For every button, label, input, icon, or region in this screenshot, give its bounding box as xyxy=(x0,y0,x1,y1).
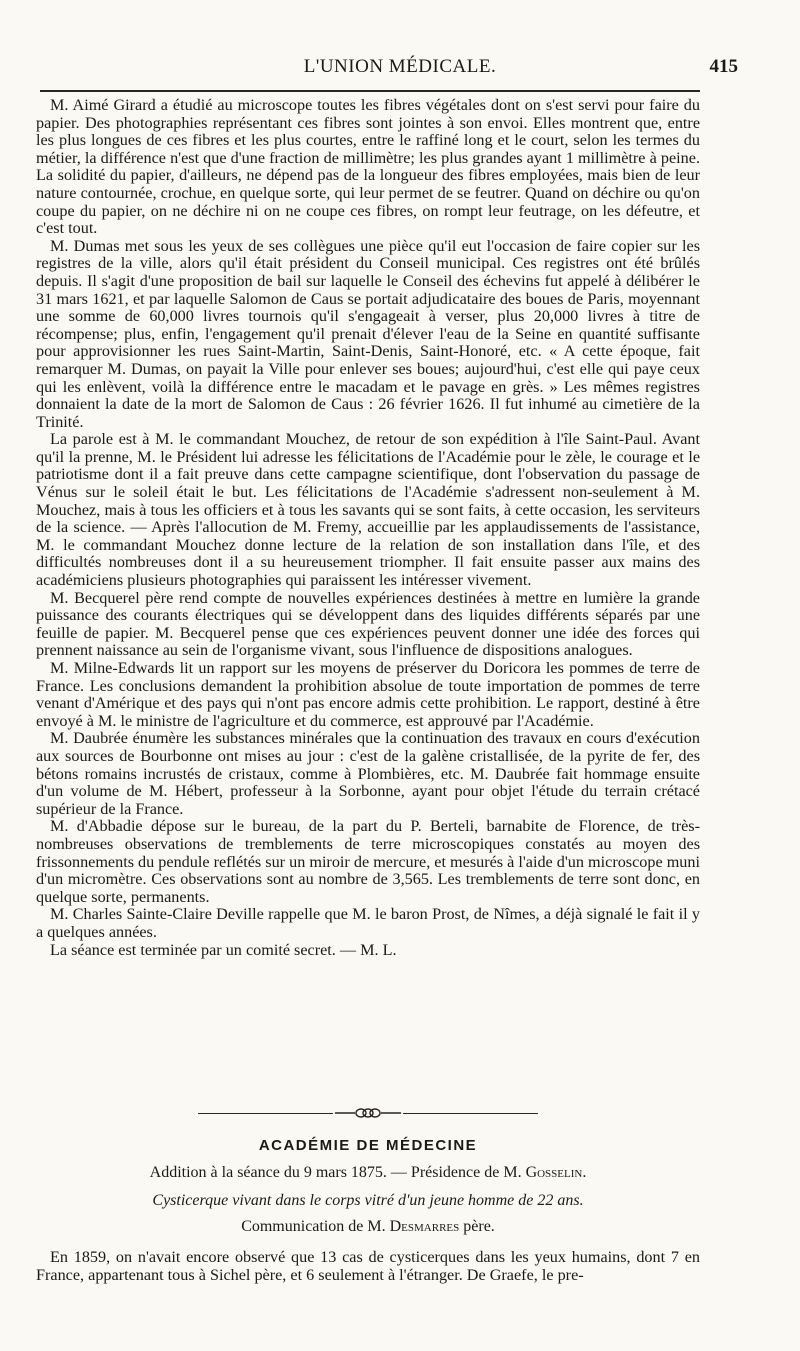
ornament-rule-left xyxy=(198,1113,333,1114)
session-prefix: Addition à la séance du 9 mars 1875. — Présidence de M. xyxy=(149,1164,526,1181)
communication-suffix: père. xyxy=(459,1218,495,1235)
running-title: L'UNION MÉDICALE. xyxy=(303,56,497,77)
section-ornament xyxy=(198,1105,538,1121)
running-head xyxy=(40,56,760,86)
paragraph-milne-edwards: M. Milne-Edwards lit un rapport sur les moyens de préserver du Doricora les pommes de terre de France. Les conclusions demandent la prohibition absolue de toute importation de pommes de terre venant d'Amérique et des pays qui n'ont pas encore admis cette prohibition. Le rapport, destiné à être envoyé à M. le ministre de l'agriculture et du commerce, est approuvé par l'Académie. xyxy=(36,659,700,730)
communicant-name: Desmarres xyxy=(389,1218,460,1235)
page-number: 415 xyxy=(709,56,738,77)
ornament-icon xyxy=(333,1106,403,1120)
president-name: Gosselin xyxy=(525,1164,583,1181)
article-body xyxy=(36,1248,700,1284)
paragraph-abbadie: M. d'Abbadie dépose sur le bureau, de la part du P. Berteli, barnabite de Florence, de très-nombreuses observations de tremblements de terre microscopiques constatés au moyen des frissonnements du pendule reflétés sur un miroir de mercure, et mesurés à l'aide d'un microscope muni d'un micromètre. Ces observations sont au nombre de 3,565. Les tremblements de terre sont donc, en quelque sorte, permanents. xyxy=(36,817,700,906)
header-rule xyxy=(40,90,700,92)
paragraph-girard: M. Aimé Girard a étudié au microscope toutes les fibres végétales dont on s'est servi pour faire du papier. Des photographies représentant ces fibres sont jointes à son envoi. Elles montrent que, entre les plus longues de ces fibres et les plus courtes, entre le raffiné long et le court, selon les termes du métier, la différence n'est que d'une fraction de millimètre; les plus grandes ayant 1 millimètre à peine. La solidité du papier, d'ailleurs, ne dépend pas de la longueur des fibres employées, mais bien de leur nature contournée, crochue, en quelque sorte, qui leur permet de se feutrer. Quand on déchire ou qu'on coupe du papier, on ne déchire ni on ne coupe ces fibres, on rompt leur feutrage, on les défeutre, et c'est tout. xyxy=(36,96,700,238)
ornament-rule-right xyxy=(403,1113,538,1114)
paragraph-deville: M. Charles Sainte-Claire Deville rappelle que M. le baron Prost, de Nîmes, a déjà signalé le fait il y a quelques années. xyxy=(36,905,700,941)
main-text xyxy=(36,97,700,959)
article-paragraph: En 1859, on n'avait encore observé que 13 cas de cysticerques dans les yeux humains, dont 7 en France, appartenant tous à Sichel père, et 6 seulement à l'étranger. De Graefe, le pre- xyxy=(36,1248,700,1284)
paragraph-becquerel: M. Becquerel père rend compte de nouvelles expériences destinées à mettre en lumière la grande puissance des courants électriques qui se développent dans des liquides différents séparés par une feuille de papier. M. Becquerel pense que ces expériences peuvent donner une idée des forces qui prennent naissance au sein de l'organisme vivant, sous l'influence de dispositions analogues. xyxy=(36,588,700,660)
paragraph-mouchez: La parole est à M. le commandant Mouchez, de retour de son expédition à l'île Saint-Paul. Avant qu'il la prenne, M. le Président lui adresse les félicitations de l'Académie pour le zèle, le courage et le patriotisme dont il a fait preuve dans cette campagne scientifique, dont l'observation du passage de Vénus sur le soleil était le but. Les félicitations de l'Académie s'adressent non-seulement à M. Mouchez, mais à tous les officiers et à tous les savants qui se sont faits, à cette occasion, les serviteurs de la science. — Après l'allocution de M. Fremy, accueillie par les applaudissements de l'assistance, M. le commandant Mouchez donne lecture de la relation de son installation dans l'île, et des difficultés nombreuses dont il a su heureusement triompher. Il fait ensuite passer aux mains des académiciens plusieurs photographies qui paraissent les intéresser vivement. xyxy=(36,430,700,590)
session-line: Addition à la séance du 9 mars 1875. — Présidence de M. Gosselin. xyxy=(149,1164,587,1181)
article-subtitle: Cysticerque vivant dans le corps vitré d'un jeune homme de 22 ans. xyxy=(152,1192,584,1209)
paragraph-dumas: M. Dumas met sous les yeux de ses collègues une pièce qu'il eut l'occasion de faire copier sur les registres de la ville, alors qu'il était président du Conseil municipal. Ces registres ont été brûlés depuis. Il s'agit d'une proposition de bail sur laquelle le Conseil des échevins fut appelé à délibérer le 31 mars 1621, et par laquelle Salomon de Caus se portait adjudicataire des boues de Paris, moyennant une somme de 60,000 livres tournois qu'il s'engageait à verser, plus 20,000 livres à titre de récompense; plus, enfin, l'engagement qu'il prenait d'élever l'eau de la Seine en quantité suffisante pour approvisionner les rues Saint-Martin, Saint-Denis, Saint-Honoré, etc. « A cette époque, fait remarquer M. Dumas, on payait la Ville pour enlever ses boues; aujourd'hui, c'est elle qui paye ceux qui les enlèvent, voilà la différence entre le macadam et le pavage en grès. » Les mêmes registres donnaient la date de la mort de Salomon de Caus : 26 février 1626. Il fut inhumé au cimetière de la Trinité. xyxy=(36,236,700,431)
communication-line xyxy=(36,1218,700,1236)
section-title: ACADÉMIE DE MÉDECINE xyxy=(258,1137,478,1154)
communication-prefix: Communication de M. xyxy=(241,1218,390,1235)
paragraph-daubree: M. Daubrée énumère les substances minérales que la continuation des travaux en cours d'exécution aux sources de Bourbonne ont mises au jour : c'est de la galène cristallisée, de la pyrite de fer, des bétons romains incrustés de cristaux, comme à Plombières, etc. M. Daubrée fait hommage ensuite d'un volume de M. Hébert, professeur à la Sorbonne, ayant pour objet l'étude du terrain crétacé supérieur de la France. xyxy=(36,729,700,818)
paragraph-closing: La séance est terminée par un comité secret. — M. L. xyxy=(50,940,397,959)
academie-section xyxy=(36,1105,700,1284)
